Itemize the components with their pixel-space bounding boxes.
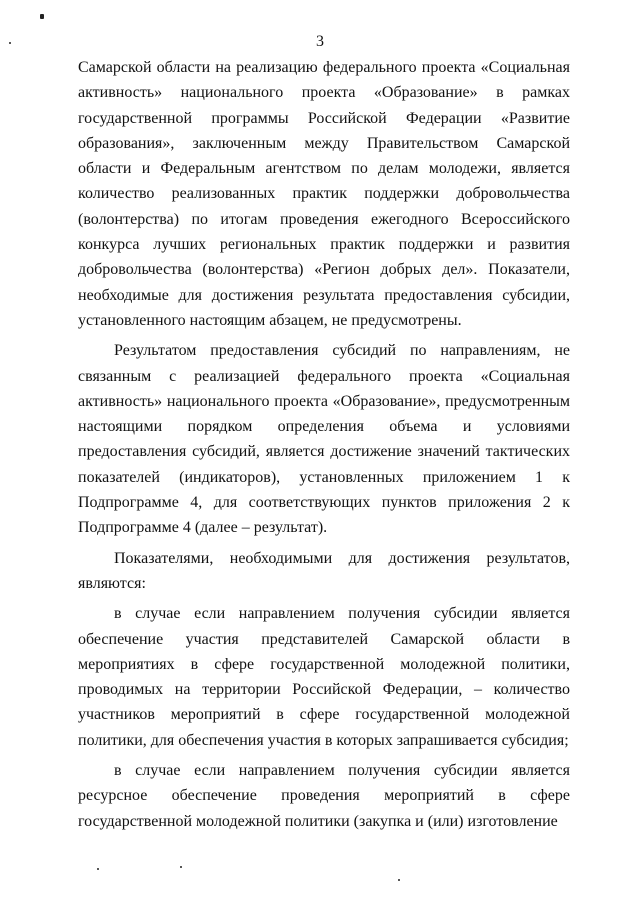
scan-speck — [40, 14, 44, 19]
paragraph-3: Показателями, необходимыми для достижения результатов, являются: — [78, 549, 570, 592]
paragraph-5: в случае если направлением получения субсидии является ресурсное обеспечение проведения мероприятий в сфере государственной молодежной политики (закупка и (или) изготовление — [78, 762, 570, 830]
paragraph-4: в случае если направлением получения субсидии является обеспечение участия представителей Самарской области в мероприятиях в сфере государственной молодежной политики, проводимых на территории Российской Федерации, – количество участников мероприятий в сфере государственной молодежной политики, для обеспечения участия в которых запрашивается субсидия; — [78, 605, 570, 749]
paragraph-2: Результатом предоставления субсидий по направлениям, не связанным с реализацией федерального проекта «Социальная активность» национального проекта «Образование», предусмотренным настоящими порядком определения объема и условиями предоставления субсидий, является достижение значений тактических показателей (индикаторов), установленных приложением 1 к Подпрограмме 4, для соответствующих пунктов приложения 2 к Подпрограмме 4 (далее – результат). — [78, 342, 570, 537]
page-number: 3 — [316, 33, 324, 50]
scan-speck — [180, 866, 182, 868]
paragraph-1: Самарской области на реализацию федерального проекта «Социальная активность» национального проекта «Образование» в рамках государственной программы Российской Федерации «Развитие образования», заключенным между Правительством Самарской области и Федеральным агентством по делам молодежи, является количество реализованных практик поддержки добровольчества (волонтерства) по итогам проведения ежегодного Всероссийского конкурса лучших региональных практик поддержки и развития добровольчества (волонтерства) «Регион добрых дел». Показатели, необходимые для достижения результата предоставления субсидии, установленного настоящим абзацем, не предусмотрены. — [78, 59, 570, 329]
scan-speck — [398, 879, 400, 881]
document-body — [78, 55, 570, 834]
scan-speck — [97, 868, 99, 870]
